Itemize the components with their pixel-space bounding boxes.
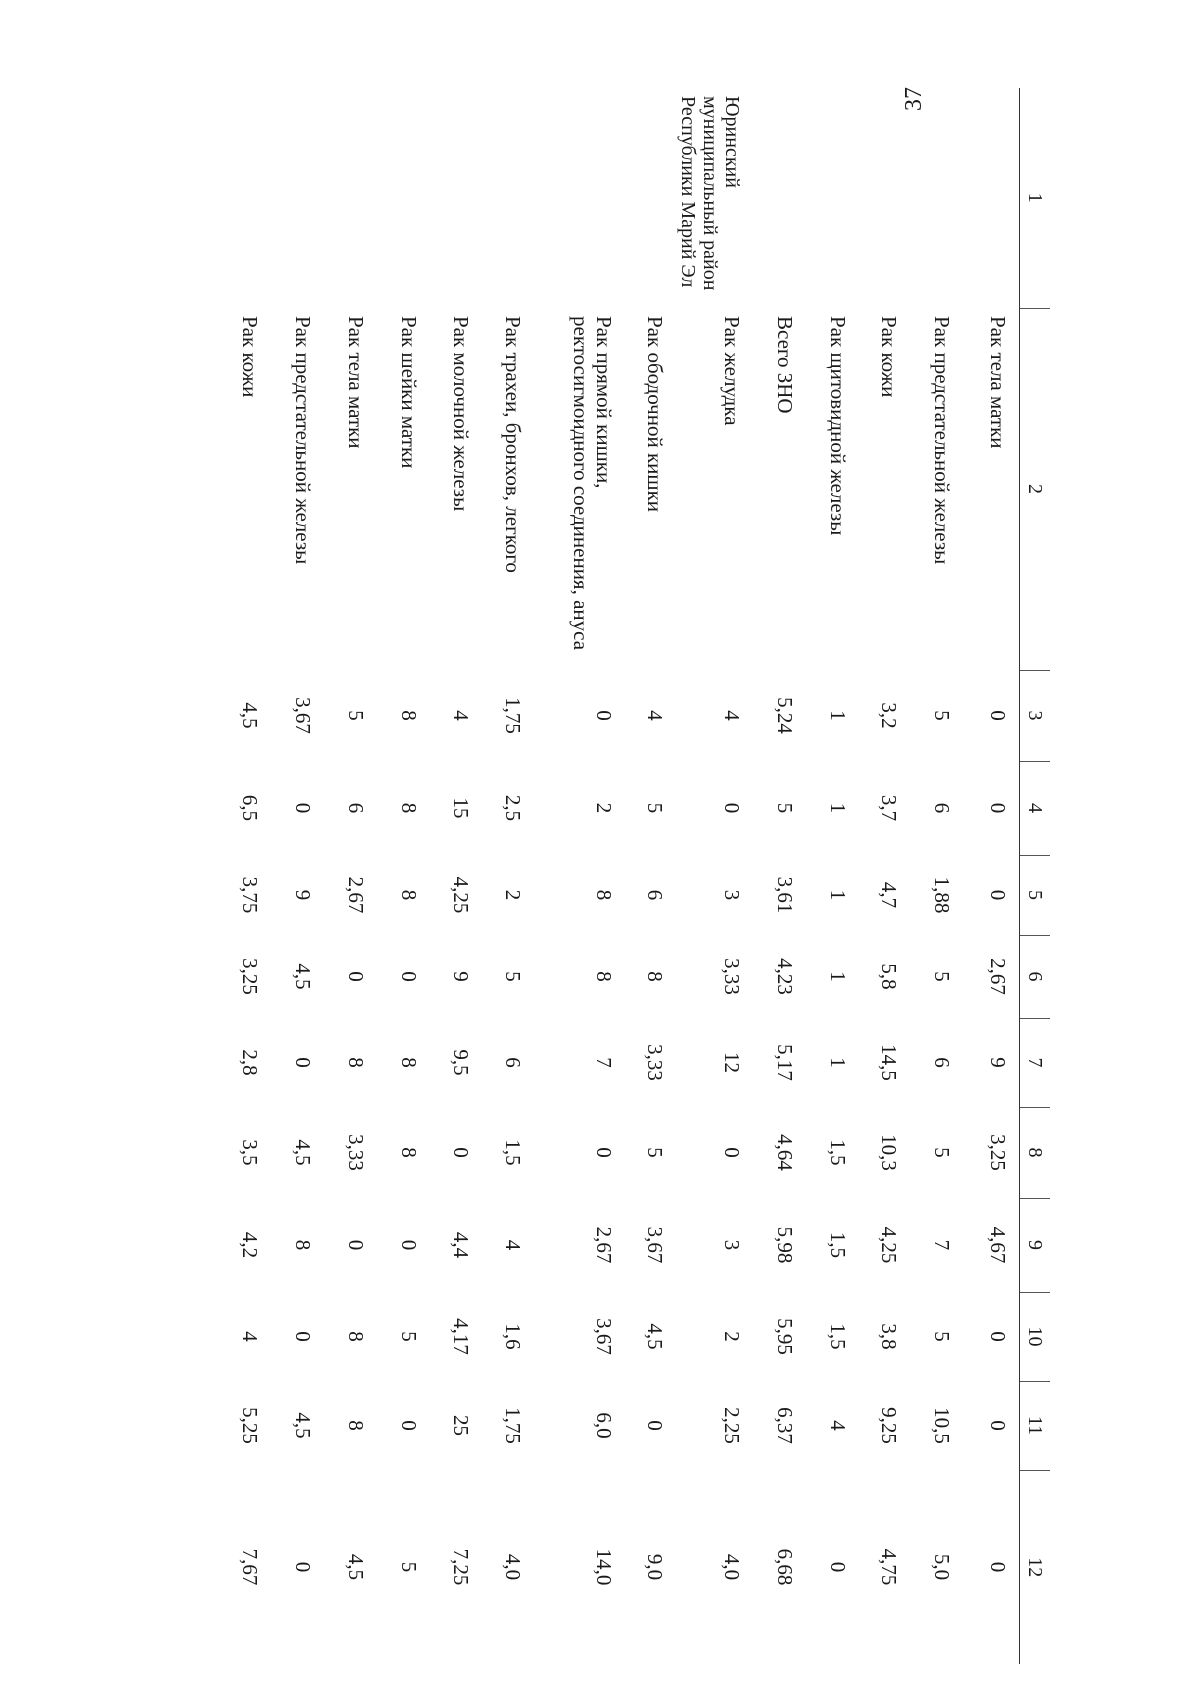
value-cell-col-4: 6,5 xyxy=(238,794,263,822)
region-cell xyxy=(860,88,911,308)
value-cell-col-9: 5,98 xyxy=(773,1226,798,1264)
cancer-type-cell: Рак тела матки xyxy=(344,316,369,449)
value-cell-col-6: 5,8 xyxy=(877,963,902,990)
column-header-3: 3 xyxy=(1020,670,1051,761)
table-row xyxy=(911,88,964,1664)
value-cell-col-3: 5 xyxy=(930,710,955,721)
value-cell-col-10: 0 xyxy=(986,1331,1010,1342)
value-cell-col-11: 8 xyxy=(344,1420,369,1431)
value-cell-col-8: 1,5 xyxy=(501,1139,526,1166)
value-cell-col-4: 8 xyxy=(397,802,422,814)
value-cell-col-5: 2,67 xyxy=(344,876,369,914)
value-cell-col-8: 0 xyxy=(592,1147,617,1158)
rotated-table-sheet xyxy=(198,88,1050,1664)
value-cell-col-9: 4,25 xyxy=(877,1226,902,1264)
value-cell-col-8: 8 xyxy=(397,1147,422,1158)
value-cell-col-10: 4,5 xyxy=(643,1323,668,1350)
value-cell-col-9: 4 xyxy=(501,1239,526,1251)
value-cell-col-9: 4,4 xyxy=(449,1231,474,1259)
column-header-12: 12 xyxy=(1020,1470,1051,1664)
cancer-type-cell: Рак предстательной железы xyxy=(930,316,955,565)
region-cell xyxy=(534,88,625,308)
value-cell-col-10: 3,8 xyxy=(877,1323,902,1350)
column-header-1: 1 xyxy=(1020,88,1051,308)
table-row xyxy=(377,88,430,1664)
value-cell-col-12: 4,75 xyxy=(877,1548,902,1586)
value-cell-col-11: 9,25 xyxy=(877,1407,902,1444)
region-cell xyxy=(482,88,534,308)
region-cell xyxy=(271,88,324,308)
value-cell-col-3: 3,2 xyxy=(877,702,902,729)
column-header-10: 10 xyxy=(1020,1292,1051,1381)
region-cell xyxy=(221,88,271,308)
value-cell-col-5: 8 xyxy=(592,889,617,901)
table-row xyxy=(807,88,860,1664)
value-cell-col-4: 0 xyxy=(720,802,745,814)
value-cell-col-7: 2,8 xyxy=(238,1049,263,1076)
column-header-6: 6 xyxy=(1020,935,1051,1018)
value-cell-col-8: 5 xyxy=(930,1147,955,1158)
value-cell-col-9: 1,5 xyxy=(826,1231,851,1259)
value-cell-col-3: 8 xyxy=(397,710,422,721)
value-cell-col-9: 0 xyxy=(344,1239,369,1251)
value-cell-col-8: 4,5 xyxy=(291,1139,316,1166)
value-cell-col-6: 5 xyxy=(930,971,955,982)
value-cell-col-12: 0 xyxy=(826,1561,851,1573)
value-cell-col-8: 4,64 xyxy=(773,1134,798,1171)
value-cell-col-10: 3,67 xyxy=(592,1318,617,1355)
value-cell-col-5: 9 xyxy=(291,889,316,901)
value-cell-col-9: 3 xyxy=(720,1239,745,1251)
value-cell-col-12: 0 xyxy=(986,1561,1010,1573)
value-cell-col-5: 8 xyxy=(397,889,422,901)
value-cell-col-7: 8 xyxy=(344,1057,369,1068)
value-cell-col-7: 0 xyxy=(291,1057,316,1068)
value-cell-col-8: 10,3 xyxy=(877,1134,902,1171)
table-row xyxy=(964,88,1020,1664)
value-cell-col-5: 0 xyxy=(986,889,1010,901)
table-row xyxy=(324,88,377,1664)
value-cell-col-4: 6 xyxy=(344,802,369,814)
value-cell-col-4: 2,5 xyxy=(501,794,526,822)
value-cell-col-6: 8 xyxy=(643,971,668,982)
value-cell-col-5: 4,7 xyxy=(877,881,902,909)
value-cell-col-3: 4 xyxy=(643,710,668,721)
value-cell-col-11: 0 xyxy=(986,1420,1010,1431)
value-cell-col-10: 1,6 xyxy=(501,1323,526,1350)
cancer-type-cell: Рак желудка xyxy=(720,316,745,426)
value-cell-col-12: 5,0 xyxy=(930,1553,955,1581)
value-cell-col-5: 4,25 xyxy=(449,876,474,914)
region-cell xyxy=(964,88,1020,308)
value-cell-col-5: 2 xyxy=(501,889,526,901)
value-cell-col-11: 4,5 xyxy=(291,1412,316,1439)
value-cell-col-12: 7,67 xyxy=(238,1548,263,1586)
value-cell-col-12: 0 xyxy=(291,1561,316,1573)
value-cell-col-4: 15 xyxy=(449,797,474,819)
value-cell-col-8: 0 xyxy=(720,1147,745,1158)
value-cell-col-10: 5 xyxy=(397,1331,422,1342)
region-cell xyxy=(807,88,860,308)
value-cell-col-9: 3,67 xyxy=(643,1226,668,1264)
value-cell-col-11: 6,37 xyxy=(773,1407,798,1444)
value-cell-col-8: 5 xyxy=(643,1147,668,1158)
value-cell-col-5: 6 xyxy=(643,889,668,901)
value-cell-col-6: 2,67 xyxy=(986,958,1010,995)
value-cell-col-5: 1 xyxy=(826,889,851,901)
column-header-8: 8 xyxy=(1020,1107,1051,1198)
value-cell-col-10: 1,5 xyxy=(826,1323,851,1350)
value-cell-col-12: 7,25 xyxy=(449,1548,474,1586)
table-row xyxy=(430,88,482,1664)
value-cell-col-12: 9,0 xyxy=(643,1553,668,1581)
value-cell-col-10: 2 xyxy=(720,1331,745,1342)
column-header-9: 9 xyxy=(1020,1198,1051,1292)
value-cell-col-7: 9,5 xyxy=(449,1049,474,1076)
value-cell-col-12: 4,0 xyxy=(501,1553,526,1581)
table-row xyxy=(534,88,625,1664)
value-cell-col-11: 5,25 xyxy=(238,1407,263,1444)
value-cell-col-11: 4 xyxy=(826,1420,851,1431)
value-cell-col-6: 3,25 xyxy=(238,958,263,995)
value-cell-col-7: 3,33 xyxy=(643,1044,668,1081)
value-cell-col-9: 4,67 xyxy=(986,1226,1010,1264)
value-cell-col-5: 3 xyxy=(720,889,745,901)
value-cell-col-6: 8 xyxy=(592,971,617,982)
region-cell xyxy=(625,88,676,308)
region-cell xyxy=(911,88,964,308)
value-cell-col-6: 9 xyxy=(449,971,474,982)
value-cell-col-11: 25 xyxy=(449,1415,474,1436)
column-number-row xyxy=(1020,88,1051,1664)
value-cell-col-10: 4 xyxy=(238,1331,263,1342)
cancer-type-cell: Рак щитовидной железы xyxy=(826,316,851,536)
value-cell-col-3: 5,24 xyxy=(773,697,798,734)
value-cell-col-8: 1,5 xyxy=(826,1139,851,1166)
value-cell-col-11: 1,75 xyxy=(501,1407,526,1444)
value-cell-col-7: 12 xyxy=(720,1052,745,1073)
value-cell-col-3: 0 xyxy=(986,710,1010,721)
value-cell-col-12: 4,5 xyxy=(344,1553,369,1581)
value-cell-col-8: 3,33 xyxy=(344,1134,369,1171)
region-cell xyxy=(754,88,807,308)
cancer-type-cell: Рак шейки матки xyxy=(397,316,422,469)
value-cell-col-7: 1 xyxy=(826,1057,851,1068)
value-cell-col-12: 6,68 xyxy=(773,1548,798,1586)
value-cell-col-7: 14,5 xyxy=(877,1044,902,1081)
value-cell-col-8: 3,25 xyxy=(986,1134,1010,1171)
value-cell-col-7: 8 xyxy=(397,1057,422,1068)
value-cell-col-7: 6 xyxy=(930,1057,955,1068)
value-cell-col-12: 5 xyxy=(397,1561,422,1573)
value-cell-col-11: 2,25 xyxy=(720,1407,745,1444)
region-cell xyxy=(377,88,430,308)
value-cell-col-9: 8 xyxy=(291,1239,316,1251)
value-cell-col-6: 3,33 xyxy=(720,958,745,995)
value-cell-col-4: 2 xyxy=(592,802,617,814)
value-cell-col-8: 0 xyxy=(449,1147,474,1158)
value-cell-col-3: 4,5 xyxy=(238,702,263,729)
value-cell-col-7: 9 xyxy=(986,1057,1010,1068)
table-row xyxy=(482,88,534,1664)
column-header-5: 5 xyxy=(1020,855,1051,935)
value-cell-col-11: 6,0 xyxy=(592,1412,617,1439)
value-cell-col-5: 1,88 xyxy=(930,876,955,914)
value-cell-col-11: 0 xyxy=(643,1420,668,1431)
value-cell-col-4: 0 xyxy=(291,802,316,814)
value-cell-col-12: 14,0 xyxy=(592,1548,617,1586)
value-cell-col-7: 6 xyxy=(501,1057,526,1068)
value-cell-col-10: 5,95 xyxy=(773,1318,798,1355)
value-cell-col-10: 8 xyxy=(344,1331,369,1342)
value-cell-col-9: 2,67 xyxy=(592,1226,617,1264)
value-cell-col-3: 4 xyxy=(720,710,745,721)
value-cell-col-3: 1 xyxy=(826,710,851,721)
region-cell: Юринский муниципальный район Республики Марий Эл xyxy=(676,96,744,291)
page-number: 37 xyxy=(901,87,927,111)
value-cell-col-4: 5 xyxy=(643,802,668,814)
table-body xyxy=(221,88,1019,1664)
column-header-7: 7 xyxy=(1020,1018,1051,1107)
value-cell-col-4: 1 xyxy=(826,802,851,814)
value-cell-col-6: 1 xyxy=(826,971,851,982)
table-row xyxy=(625,88,676,1664)
table-row xyxy=(676,88,753,1664)
value-cell-col-4: 0 xyxy=(986,802,1010,814)
value-cell-col-6: 0 xyxy=(344,971,369,982)
cancer-type-cell: Всего ЗНО xyxy=(773,316,798,414)
value-cell-col-9: 0 xyxy=(397,1239,422,1251)
cancer-type-cell: Рак молочной железы xyxy=(449,316,474,512)
value-cell-col-5: 3,61 xyxy=(773,876,798,914)
value-cell-col-3: 3,67 xyxy=(291,697,316,734)
value-cell-col-11: 0 xyxy=(397,1420,422,1431)
value-cell-col-11: 10,5 xyxy=(930,1407,955,1444)
value-cell-col-7: 5,17 xyxy=(773,1044,798,1081)
value-cell-col-6: 4,5 xyxy=(291,963,316,990)
cancer-type-cell: Рак предстательной железы xyxy=(291,316,316,565)
cancer-type-cell: Рак тела матки xyxy=(986,316,1010,449)
cancer-type-cell: Рак прямой кишки, ректосигмоидного соединения, ануса xyxy=(568,316,617,651)
cancer-type-cell: Рак ободочной кишки xyxy=(643,316,668,513)
value-cell-col-6: 5 xyxy=(501,971,526,982)
value-cell-col-9: 7 xyxy=(930,1239,955,1251)
value-cell-col-10: 0 xyxy=(291,1331,316,1342)
value-cell-col-4: 3,7 xyxy=(877,794,902,822)
cancer-type-cell: Рак кожи xyxy=(877,316,902,398)
cancer-type-cell: Рак кожи xyxy=(238,316,263,398)
column-header-11: 11 xyxy=(1020,1381,1051,1470)
value-cell-col-7: 7 xyxy=(592,1057,617,1068)
value-cell-col-6: 0 xyxy=(397,971,422,982)
value-cell-col-9: 4,2 xyxy=(238,1231,263,1259)
region-cell xyxy=(324,88,377,308)
value-cell-col-12: 4,0 xyxy=(720,1553,745,1581)
incidence-table xyxy=(221,88,1050,1664)
column-header-4: 4 xyxy=(1020,761,1051,855)
column-header-2: 2 xyxy=(1020,308,1051,670)
region-cell xyxy=(430,88,482,308)
value-cell-col-5: 3,75 xyxy=(238,876,263,914)
table-row xyxy=(271,88,324,1664)
value-cell-col-3: 4 xyxy=(449,710,474,721)
value-cell-col-4: 6 xyxy=(930,802,955,814)
value-cell-col-10: 4,17 xyxy=(449,1318,474,1355)
value-cell-col-3: 1,75 xyxy=(501,697,526,734)
value-cell-col-6: 4,23 xyxy=(773,958,798,995)
table-row xyxy=(754,88,807,1664)
value-cell-col-4: 5 xyxy=(773,802,798,814)
value-cell-col-3: 5 xyxy=(344,710,369,721)
value-cell-col-8: 3,5 xyxy=(238,1139,263,1166)
cancer-type-cell: Рак трахеи, бронхов, легкого xyxy=(501,316,526,573)
table-row xyxy=(221,88,271,1664)
value-cell-col-3: 0 xyxy=(592,710,617,721)
value-cell-col-10: 5 xyxy=(930,1331,955,1342)
table-row xyxy=(860,88,911,1664)
